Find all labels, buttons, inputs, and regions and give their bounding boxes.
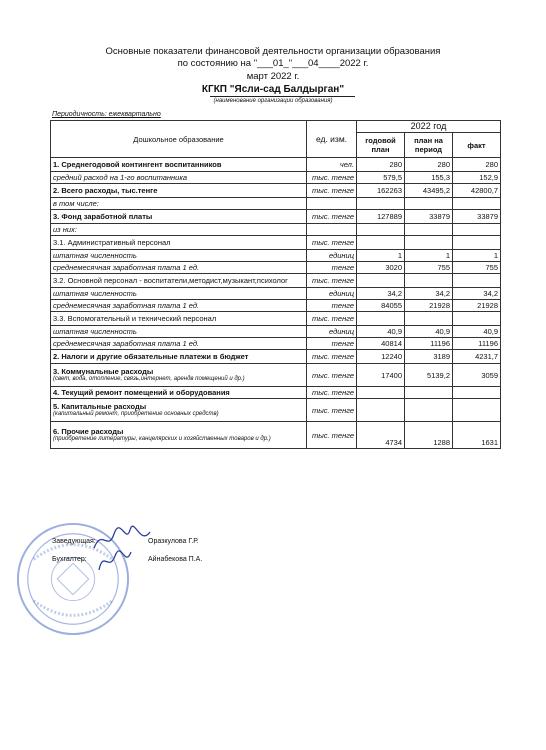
- cell-fact: [453, 224, 501, 236]
- organization-caption: (наименование организации образования): [213, 98, 333, 104]
- table-row: [51, 338, 501, 350]
- cell-plan-year: 34,2: [357, 288, 405, 300]
- table-body: [51, 158, 501, 364]
- row-unit: тыс. тенге: [307, 274, 357, 288]
- cell-plan-period: [405, 198, 453, 210]
- cell-fact: [453, 236, 501, 250]
- cell-plan-period: 43495,2: [405, 184, 453, 198]
- cell-plan-period: 155,3: [405, 172, 453, 184]
- row-unit: тыс. тенге: [307, 387, 357, 399]
- cell-fact: 33879: [453, 210, 501, 224]
- cell-fact: 4231,7: [453, 350, 501, 364]
- row-unit: тыс. тенге: [307, 236, 357, 250]
- table-row: [51, 300, 501, 312]
- cell-plan-period: 1288: [405, 422, 453, 449]
- cell-plan-period: 21928: [405, 300, 453, 312]
- column-fact: факт: [453, 133, 501, 158]
- column-unit: ед. изм.: [307, 121, 357, 158]
- table-row: [51, 236, 501, 250]
- table-row: [51, 387, 501, 399]
- row-label: среднемесячная заработная плата 1 ед.: [51, 262, 307, 274]
- cell-plan-period: 40,9: [405, 326, 453, 338]
- row-unit: тыс. тенге: [307, 184, 357, 198]
- cell-plan-year: 579,5: [357, 172, 405, 184]
- row-unit: тенге: [307, 338, 357, 350]
- head-name: Оразкулова Г.Р.: [148, 538, 199, 545]
- row-unit: тыс. тенге: [307, 312, 357, 326]
- cell-plan-year: 3020: [357, 262, 405, 274]
- table-header-row: [51, 121, 501, 133]
- cell-fact: [453, 274, 501, 288]
- report-title: Основные показатели финансовой деятельности организации образования: [105, 46, 441, 57]
- cell-plan-year: [357, 224, 405, 236]
- row-unit: тенге: [307, 300, 357, 312]
- cell-plan-year: 162263: [357, 184, 405, 198]
- cell-plan-year: [357, 274, 405, 288]
- row-label: штатная численность: [51, 326, 307, 338]
- cell-plan-year: [357, 236, 405, 250]
- cell-plan-period: 33879: [405, 210, 453, 224]
- accountant-signature: [95, 548, 135, 574]
- cell-plan-period: [405, 224, 453, 236]
- column-plan-period: план на период: [405, 133, 453, 158]
- row-sublabel: (капитальный ремонт, приобретение основных средств): [53, 411, 219, 417]
- row-label: 1. Среднегодовой контингент воспитанников: [51, 158, 307, 172]
- cell-plan-period: 5139,2: [405, 364, 453, 387]
- table-row: [51, 198, 501, 210]
- row-label: 3.1. Административный персонал: [51, 236, 307, 250]
- table-row: [51, 288, 501, 300]
- cell-plan-period: [405, 274, 453, 288]
- accountant-label: Бухгалтер:: [52, 556, 87, 563]
- table-row: [51, 364, 501, 387]
- table-row: [51, 262, 501, 274]
- cell-fact: [453, 399, 501, 422]
- cell-plan-year: [357, 312, 405, 326]
- row-label: средний расход на 1-го воспитанника: [51, 172, 307, 184]
- row-sublabel: (свет, вода, отопление, связь,интернет, арендв помещений и др.): [53, 376, 245, 382]
- cell-plan-year: [357, 399, 405, 422]
- row-sublabel: (приобретение литературы, канцелярских и хозяйственных товаров и др.): [53, 436, 271, 442]
- cell-fact: 280: [453, 158, 501, 172]
- cell-plan-period: 1: [405, 250, 453, 262]
- table-row: [51, 184, 501, 198]
- row-label: 3. Коммунальные расходы: [53, 367, 154, 376]
- cell-fact: 1: [453, 250, 501, 262]
- row-unit: тыс. тенге: [307, 210, 357, 224]
- table-row: [51, 326, 501, 338]
- cell-plan-period: 34,2: [405, 288, 453, 300]
- cell-plan-year: 280: [357, 158, 405, 172]
- cell-fact: [453, 198, 501, 210]
- financial-table: [50, 120, 501, 449]
- cell-plan-period: [405, 312, 453, 326]
- cell-fact: 21928: [453, 300, 501, 312]
- cell-plan-year: 127889: [357, 210, 405, 224]
- table-row: [51, 399, 501, 422]
- cell-fact: 40,9: [453, 326, 501, 338]
- row-unit: тыс. тенге: [307, 422, 357, 449]
- organization-name: КГКП "Ясли-сад Балдырган": [201, 84, 345, 95]
- row-label: 3. Фонд заработной платы: [51, 210, 307, 224]
- row-label: 2. Налоги и другие обязательные платежи в бюджет: [51, 350, 307, 364]
- periodicity: Периодичность: ежеквартально: [52, 111, 161, 118]
- cell-plan-period: 280: [405, 158, 453, 172]
- cell-plan-year: 4734: [357, 422, 405, 449]
- cell-plan-year: [357, 387, 405, 399]
- row-unit: чел.: [307, 158, 357, 172]
- column-year: 2022 год: [357, 121, 501, 133]
- table-row: [51, 224, 501, 236]
- cell-plan-year: 40814: [357, 338, 405, 350]
- row-unit: тыс. тенге: [307, 172, 357, 184]
- cell-fact: 42800,7: [453, 184, 501, 198]
- cell-fact: 11196: [453, 338, 501, 350]
- row-label: 3.2. Основной персонал - воспитатели,методист,музыкант,психолог: [51, 274, 307, 288]
- row-unit: единиц: [307, 250, 357, 262]
- row-label: штатная численность: [51, 288, 307, 300]
- row-label: из них:: [51, 224, 307, 236]
- report-month: март 2022 г.: [246, 71, 300, 82]
- row-label: 3.3. Вспомогательный и технический персонал: [51, 312, 307, 326]
- cell-plan-period: 11196: [405, 338, 453, 350]
- column-plan-year: годовой план: [357, 133, 405, 158]
- row-label: среднемесячная заработная плата 1 ед.: [51, 338, 307, 350]
- cell-plan-period: [405, 387, 453, 399]
- cell-plan-period: [405, 236, 453, 250]
- row-label: 6. Прочие расходы: [53, 427, 124, 436]
- cell-fact: 755: [453, 262, 501, 274]
- table-row: [51, 350, 501, 364]
- cell-fact: 152,9: [453, 172, 501, 184]
- row-label: штатная численность: [51, 250, 307, 262]
- row-unit: [307, 224, 357, 236]
- row-label: в том числе:: [51, 198, 307, 210]
- row-label: 2. Всего расходы, тыс.тенге: [51, 184, 307, 198]
- report-date: по состоянию на "___01_"___04____2022 г.: [177, 58, 369, 69]
- table-row: [51, 422, 501, 449]
- cell-fact: 1631: [453, 422, 501, 449]
- cell-plan-year: 12240: [357, 350, 405, 364]
- column-title: Дошкольное образование: [51, 121, 307, 158]
- row-unit: единиц: [307, 288, 357, 300]
- head-label: Заведующая:: [52, 538, 96, 545]
- row-unit: единиц: [307, 326, 357, 338]
- row-unit: тыс. тенге: [307, 350, 357, 364]
- table-row: [51, 158, 501, 172]
- accountant-name: Айнабекова П.А.: [148, 556, 203, 563]
- cell-plan-year: 84055: [357, 300, 405, 312]
- row-label: 4. Текущий ремонт помещений и оборудования: [51, 387, 307, 399]
- cell-plan-period: 755: [405, 262, 453, 274]
- table-row: [51, 274, 501, 288]
- table-row: [51, 210, 501, 224]
- row-unit: [307, 198, 357, 210]
- cell-plan-year: 17400: [357, 364, 405, 387]
- row-label: 5. Капитальные расходы: [53, 402, 147, 411]
- row-label: среднемесячная заработная плата 1 ед.: [51, 300, 307, 312]
- cell-plan-year: 1: [357, 250, 405, 262]
- cell-plan-period: 3189: [405, 350, 453, 364]
- row-unit: тенге: [307, 262, 357, 274]
- cell-plan-period: [405, 399, 453, 422]
- cell-fact: 3059: [453, 364, 501, 387]
- cell-fact: [453, 387, 501, 399]
- row-unit: тыс. тенге: [307, 364, 357, 387]
- table-row: [51, 250, 501, 262]
- cell-fact: 34,2: [453, 288, 501, 300]
- cell-plan-year: 40,9: [357, 326, 405, 338]
- cell-plan-year: [357, 198, 405, 210]
- row-unit: тыс. тенге: [307, 399, 357, 422]
- cell-fact: [453, 312, 501, 326]
- table-row: [51, 172, 501, 184]
- table-row: [51, 312, 501, 326]
